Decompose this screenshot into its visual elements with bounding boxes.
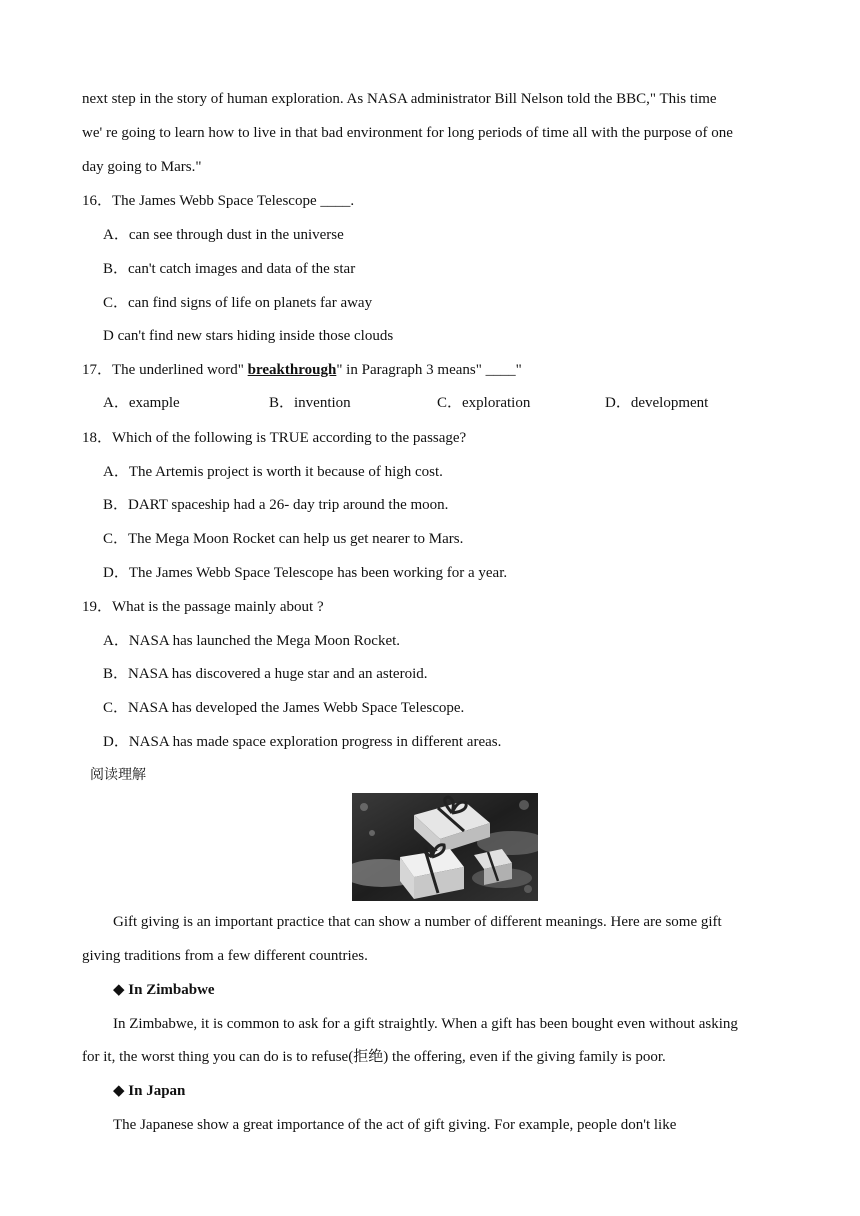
- section-heading: 阅读理解: [90, 767, 146, 783]
- question-18-stem: 18．Which of the following is TRUE according to the passage?: [82, 430, 467, 446]
- zimbabwe-line-2: for it, the worst thing you can do is to refuse(拒绝) the offering, even if the giving family is poor.: [82, 1049, 666, 1065]
- question-17-option-d: D．development: [605, 395, 709, 411]
- passage-line-2: we' re going to learn how to live in that bad environment for long periods of time all with the purpose of one: [82, 125, 733, 141]
- question-19-stem: 19．What is the passage mainly about ?: [82, 599, 324, 615]
- question-17-option-a: A．example: [103, 395, 180, 411]
- question-17-options: [103, 393, 743, 413]
- reading-intro-line-2: giving traditions from a few different countries.: [82, 948, 368, 964]
- question-18-option-d: D．The James Webb Space Telescope has been working for a year.: [103, 565, 508, 581]
- gift-boxes-photo: [352, 793, 538, 901]
- underlined-word: breakthrough: [247, 362, 337, 378]
- japan-line-1: The Japanese show a great importance of the act of gift giving. For example, people don't like: [113, 1117, 677, 1133]
- question-19-option-b: B．NASA has discovered a huge star and an asteroid.: [103, 666, 428, 682]
- passage-line-3: day going to Mars.": [82, 159, 202, 175]
- question-19-option-d: D．NASA has made space exploration progress in different areas.: [103, 734, 502, 750]
- question-18-option-c: C．The Mega Moon Rocket can help us get nearer to Mars.: [103, 531, 464, 547]
- passage-line-1: next step in the story of human exploration. As NASA administrator Bill Nelson told the BBC," This time: [82, 91, 717, 107]
- reading-intro-line-1: Gift giving is an important practice that can show a number of different meanings. Here are some gift: [113, 914, 722, 930]
- question-17-stem-after: " in Paragraph 3 means" ____": [336, 362, 522, 378]
- question-17-option-c: C．exploration: [437, 395, 531, 411]
- question-18-option-a: A．The Artemis project is worth it because of high cost.: [103, 464, 443, 480]
- heading-japan: ◆ In Japan: [113, 1083, 186, 1099]
- heading-zimbabwe: ◆ In Zimbabwe: [113, 982, 215, 998]
- question-18-option-b: B．DART spaceship had a 26- day trip around the moon.: [103, 497, 449, 513]
- question-17-stem: [82, 360, 522, 380]
- question-16-option-b: B．can't catch images and data of the star: [103, 261, 356, 277]
- question-16-option-d: D can't find new stars hiding inside those clouds: [103, 328, 394, 344]
- question-17-option-b: B．invention: [269, 395, 351, 411]
- question-19-option-c: C．NASA has developed the James Webb Space Telescope.: [103, 700, 465, 716]
- question-17-stem-before: 17．The underlined word": [82, 362, 248, 378]
- question-16-option-a: A．can see through dust in the universe: [103, 227, 344, 243]
- question-16-option-c: C．can find signs of life on planets far away: [103, 295, 373, 311]
- question-19-option-a: A．NASA has launched the Mega Moon Rocket.: [103, 633, 401, 649]
- zimbabwe-line-1: In Zimbabwe, it is common to ask for a gift straightly. When a gift has been bought even without asking: [113, 1016, 738, 1032]
- question-16-stem: 16．The James Webb Space Telescope ____.: [82, 193, 355, 209]
